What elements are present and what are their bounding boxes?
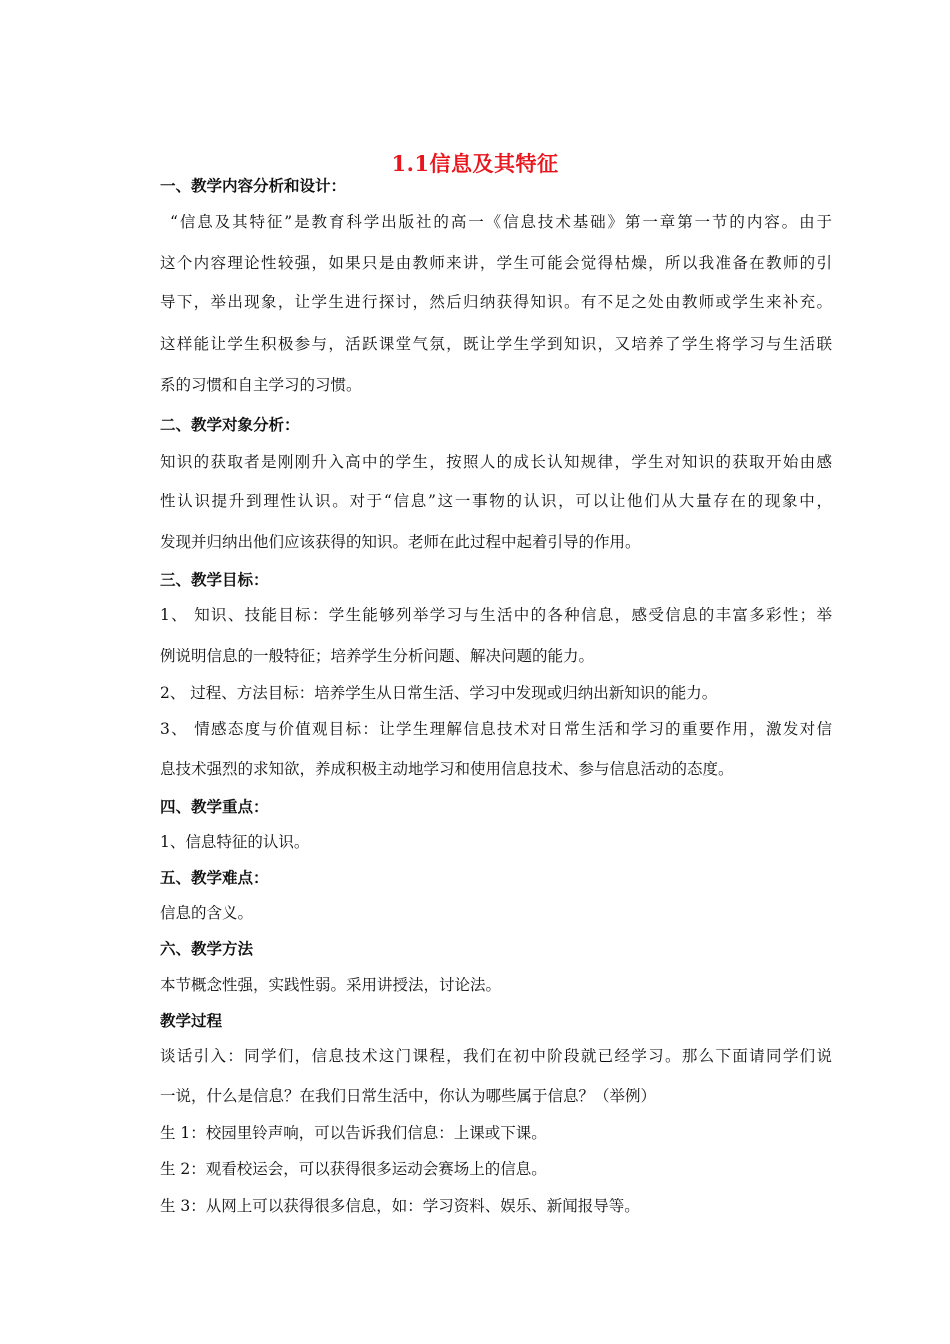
paragraph-line: 性认识提升到理性认识。对于“信息”这一事物的认识，可以让他们从大量存在的现象中， [160, 492, 832, 510]
dialogue-line: 生 3：从网上可以获得很多信息，如：学习资料、娱乐、新闻报导等。 [160, 1197, 640, 1215]
paragraph-line: 信息的含义。 [160, 904, 254, 922]
section-heading-key-points: 四、教学重点： [160, 797, 269, 816]
paragraph-line: 这样能让学生积极参与，活跃课堂气氛，既让学生学到知识，又培养了学生将学习与生活联 [160, 335, 832, 353]
dialogue-line: 生 1：校园里铃声响，可以告诉我们信息：上课或下课。 [160, 1124, 547, 1142]
paragraph-line: “信息及其特征”是教育科学出版社的高一《信息技术基础》第一章第一节的内容。由于 [170, 213, 832, 231]
section-heading-teaching-process: 教学过程 [160, 1011, 223, 1030]
goal-line: 1、 知识、技能目标：学生能够列举学习与生活中的各种信息，感受信息的丰富多彩性；举 [160, 606, 832, 624]
goal-line: 2、 过程、方法目标：培养学生从日常生活、学习中发现或归纳出新知识的能力。 [160, 684, 718, 702]
paragraph-line: 1、信息特征的认识。 [160, 833, 310, 851]
section-heading-content-analysis: 一、教学内容分析和设计： [160, 176, 347, 195]
section-heading-teaching-goals: 三、教学目标： [160, 570, 269, 589]
section-heading-difficulties: 五、教学难点： [160, 868, 269, 887]
paragraph-line: 知识的获取者是刚刚升入高中的学生，按照人的成长认知规律，学生对知识的获取开始由感 [160, 453, 832, 471]
paragraph-line: 一说，什么是信息？在我们日常生活中，你认为哪些属于信息？（举例） [160, 1087, 657, 1105]
document-title: 1.1信息及其特征 [391, 151, 559, 176]
goal-line: 息技术强烈的求知欲，养成积极主动地学习和使用信息技术、参与信息活动的态度。 [160, 760, 734, 778]
paragraph-line: 本节概念性强，实践性弱。采用讲授法，讨论法。 [160, 976, 502, 994]
paragraph-line: 导下，举出现象，让学生进行探讨，然后归纳获得知识。有不足之处由教师或学生来补充。 [160, 293, 832, 311]
section-heading-audience-analysis: 二、教学对象分析： [160, 415, 300, 434]
goal-line: 3、 情感态度与价值观目标：让学生理解信息技术对日常生活和学习的重要作用，激发对信 [160, 720, 832, 738]
paragraph-line: 谈话引入：同学们，信息技术这门课程，我们在初中阶段就已经学习。那么下面请同学们说 [160, 1047, 832, 1065]
paragraph-line: 系的习惯和自主学习的习惯。 [160, 376, 362, 394]
paragraph-line: 这个内容理论性较强，如果只是由教师来讲，学生可能会觉得枯燥，所以我准备在教师的引 [160, 254, 832, 272]
dialogue-line: 生 2：观看校运会，可以获得很多运动会赛场上的信息。 [160, 1160, 547, 1178]
section-heading-methods: 六、教学方法 [160, 939, 254, 958]
goal-line: 例说明信息的一般特征；培养学生分析问题、解决问题的能力。 [160, 647, 595, 665]
paragraph-line: 发现并归纳出他们应该获得的知识。老师在此过程中起着引导的作用。 [160, 533, 641, 551]
